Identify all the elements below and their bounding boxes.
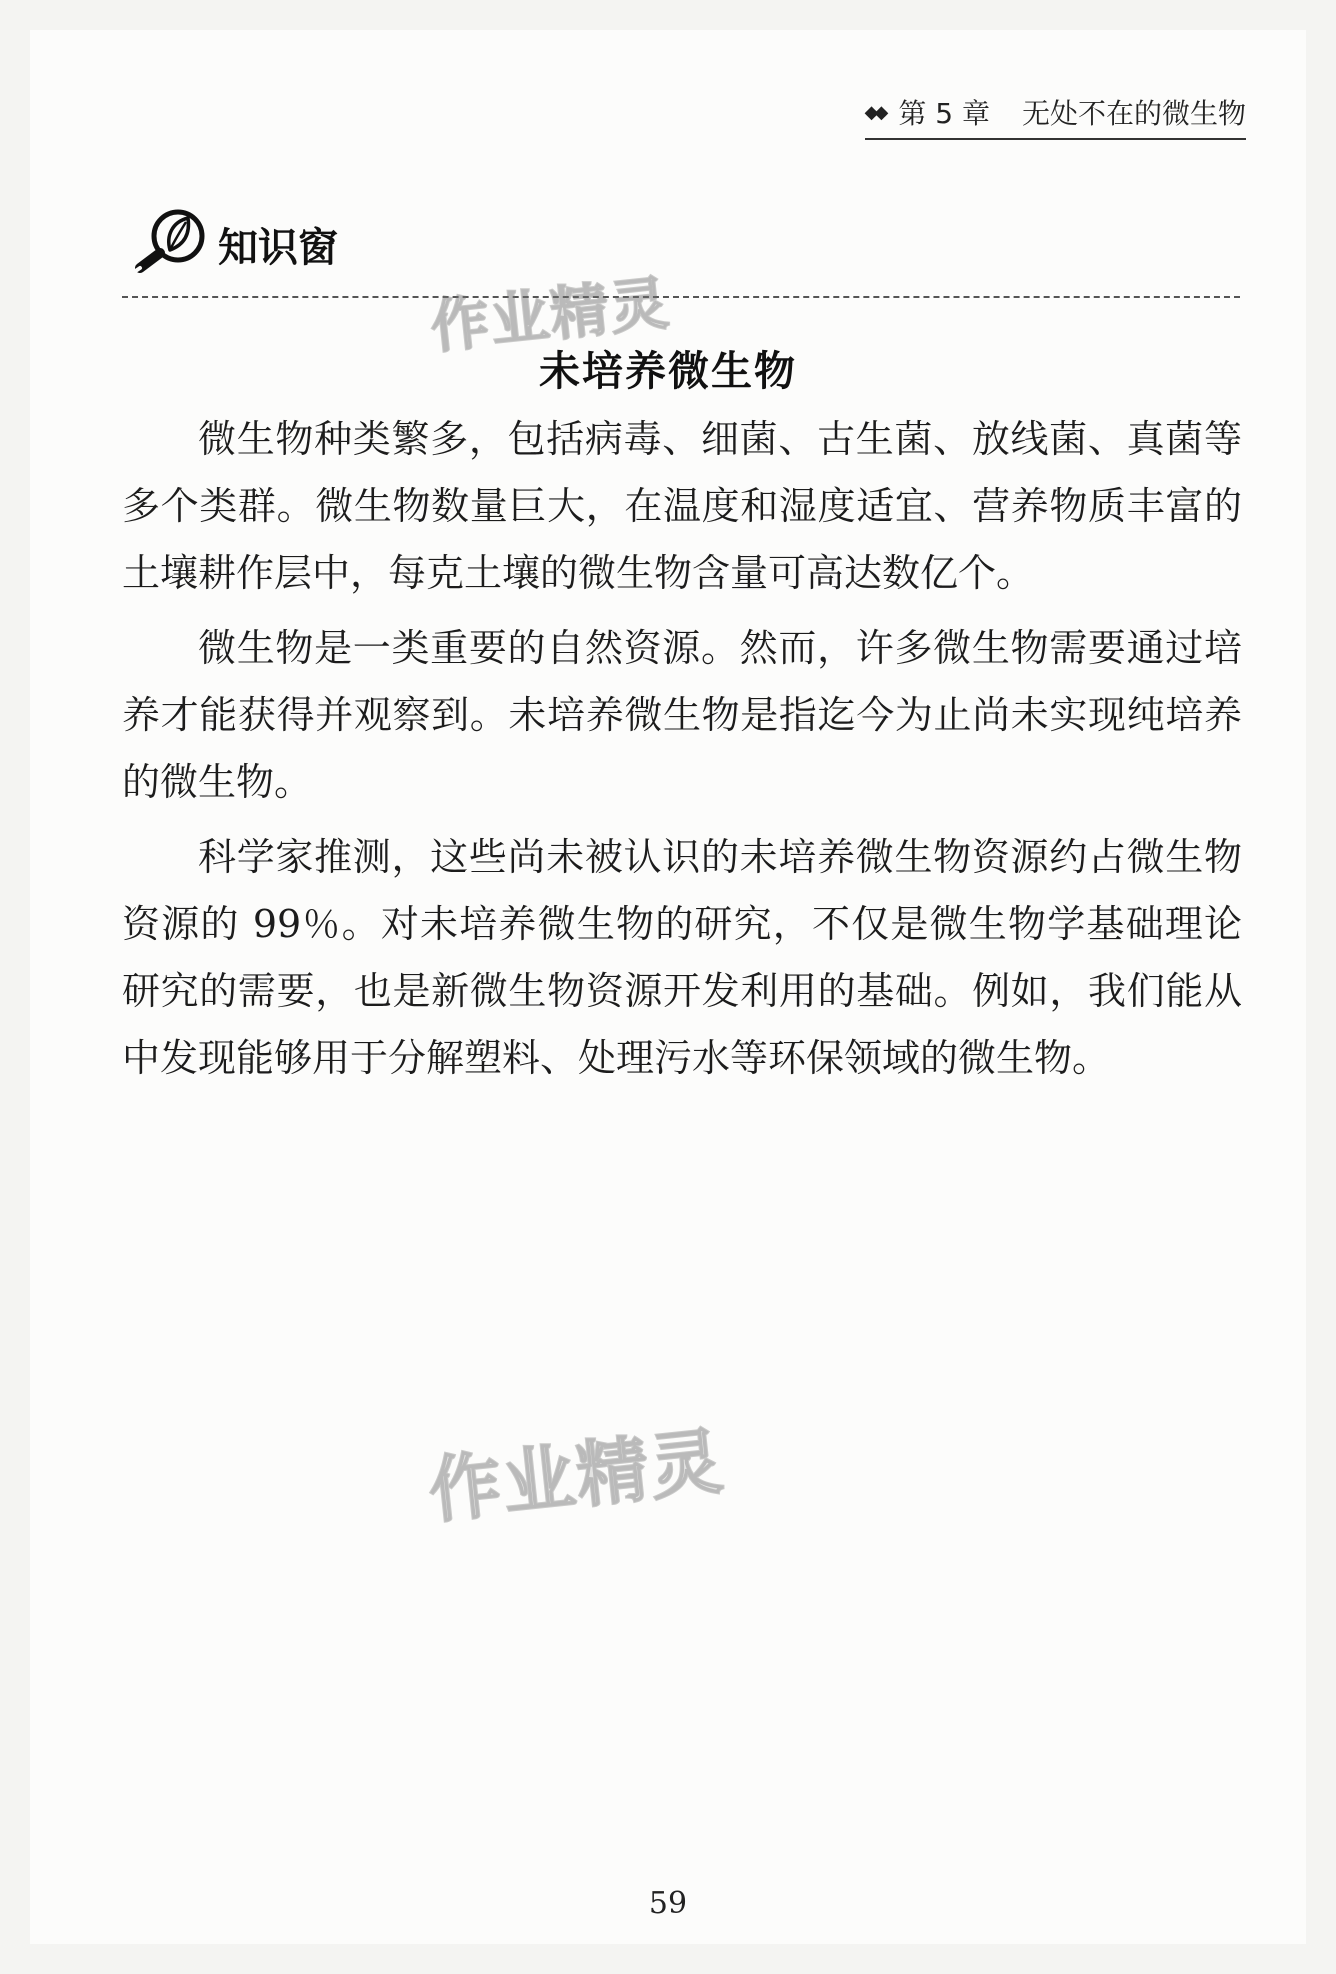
chapter-title: 无处不在的微生物 — [1021, 97, 1246, 130]
page-number: 59 — [648, 1886, 688, 1921]
running-header — [865, 92, 1246, 140]
dashed-divider — [122, 296, 1240, 298]
magnifier-leaf-icon — [126, 206, 212, 282]
paragraph-3: 科学家推测，这些尚未被认识的未培养微生物资源约占微生物资源的 99％。对未培养微生物的研究，不仅是微生物学基础理论研究的需要，也是新微生物资源开发利用的基础。例如，我们能从中发现能够用于分解塑料、处理污水等环保领域的微生物。 — [122, 835, 1242, 1080]
knowledge-window-heading — [126, 206, 338, 282]
paragraph-1: 微生物种类繁多，包括病毒、细菌、古生菌、放线菌、真菌等多个类群。微生物数量巨大，在温度和湿度适宜、营养物质丰富的土壤耕作层中，每克土壤的微生物含量可高达数亿个。 — [122, 417, 1242, 595]
watermark-top: 作业精灵 — [427, 268, 674, 362]
knowledge-window-label: 知识窗 — [218, 224, 338, 271]
diamond-bullet-icon: ◆◆ — [864, 101, 885, 123]
paragraph-2: 微生物是一类重要的自然资源。然而，许多微生物需要通过培养才能获得并观察到。未培养微生物是指迄今为止尚未实现纯培养的微生物。 — [122, 626, 1242, 804]
article-body — [122, 406, 1242, 1100]
article-title: 未培养微生物 — [539, 347, 797, 395]
watermark-bottom: 作业精灵 — [425, 1418, 729, 1534]
chapter-number: 第 5 章 — [898, 97, 990, 130]
